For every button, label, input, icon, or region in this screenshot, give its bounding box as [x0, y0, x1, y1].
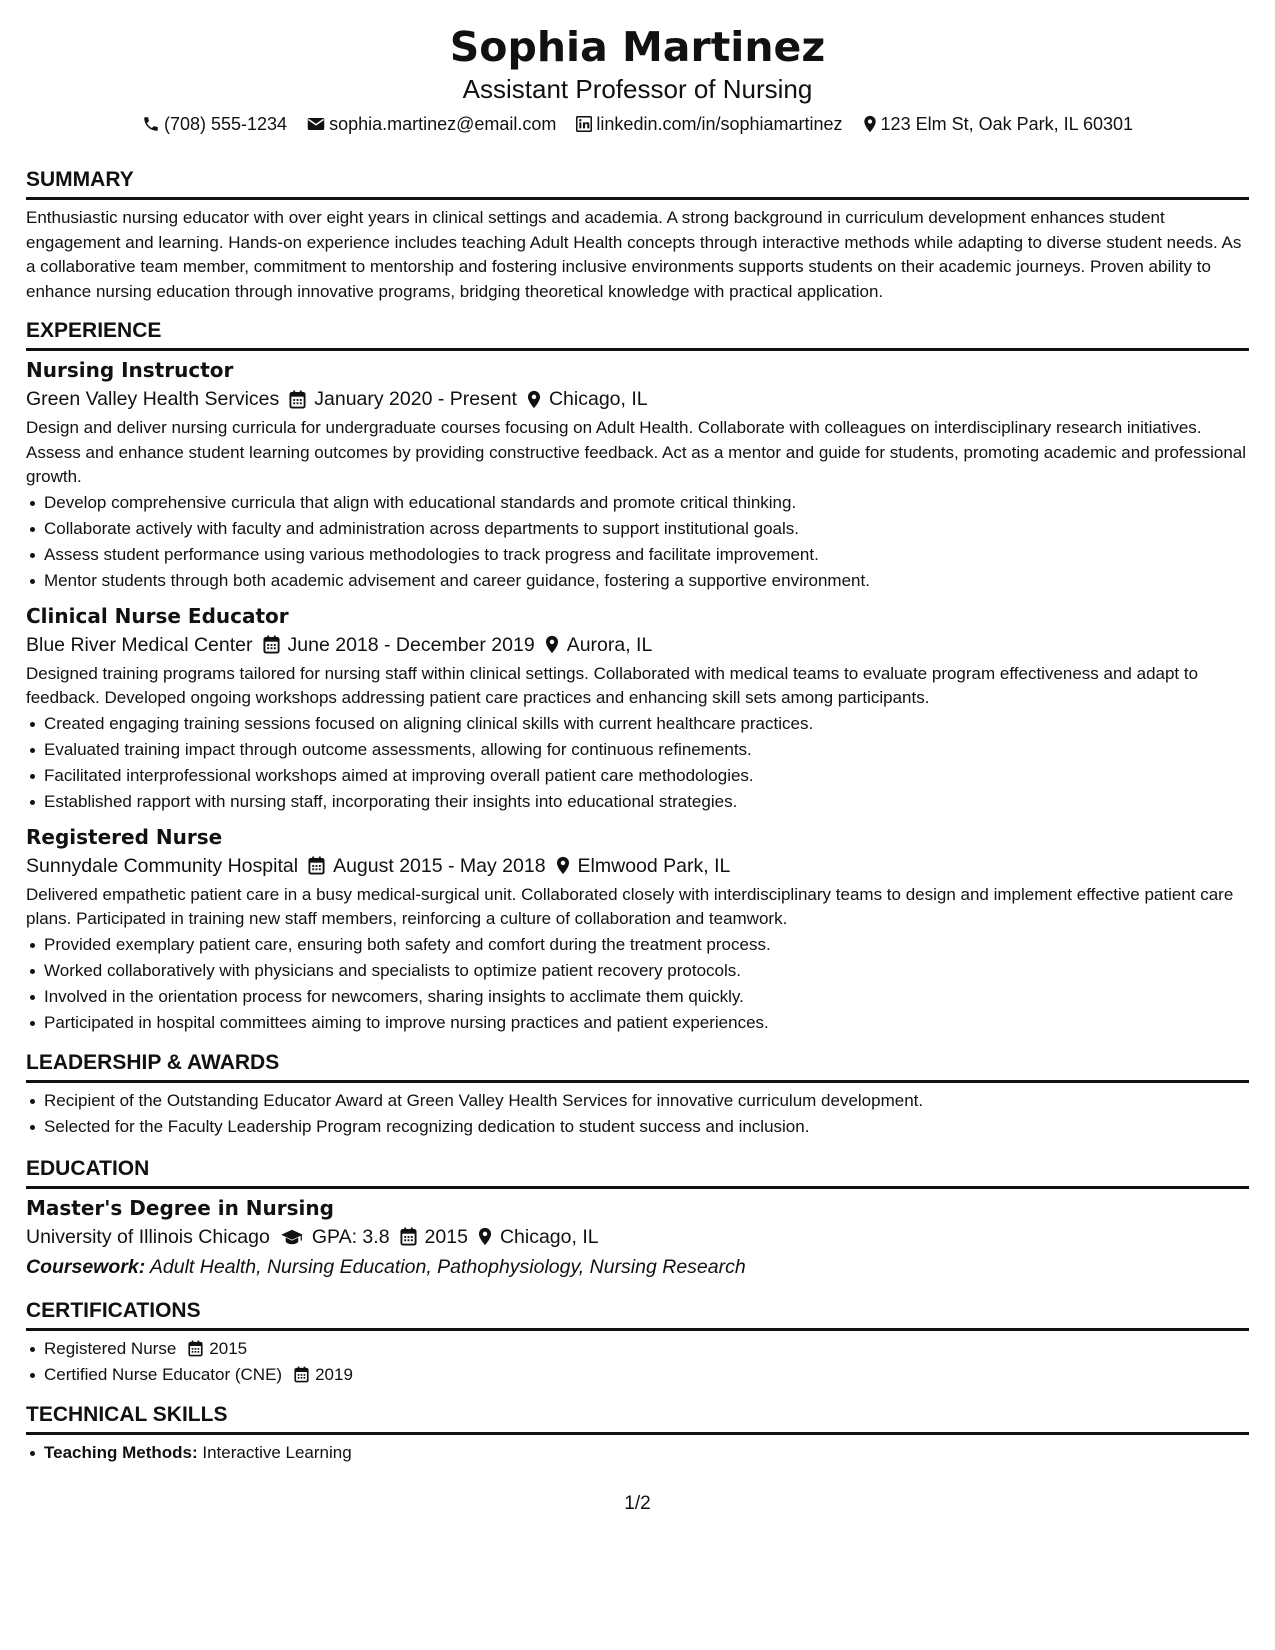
- skills-section: [26, 1402, 1249, 1466]
- job-bullet: Created engaging training sessions focused on aligning clinical skills with current healthcare practices.: [44, 711, 1249, 737]
- candidate-name: Sophia Martinez: [449, 23, 826, 71]
- contact-address: [863, 112, 1133, 136]
- section-heading-education: EDUCATION: [26, 1156, 1249, 1189]
- skill-item: [44, 1440, 1249, 1466]
- certification-name: Certified Nurse Educator (CNE): [44, 1364, 283, 1384]
- section-heading-leadership: LEADERSHIP & AWARDS: [26, 1050, 1249, 1083]
- job-entry: [26, 602, 1249, 815]
- education-location-text: Chicago, IL: [499, 1225, 599, 1248]
- skills-list: [26, 1440, 1249, 1466]
- email-text: sophia.martinez@email.com: [329, 114, 557, 134]
- job-company: Green Valley Health Services: [26, 388, 280, 410]
- contact-row: [26, 112, 1249, 136]
- education-meta: [26, 1222, 1249, 1252]
- map-pin-icon: [545, 635, 559, 654]
- job-entry: [26, 823, 1249, 1036]
- leadership-bullet: Recipient of the Outstanding Educator Award at Green Valley Health Services for innovative curriculum development.: [44, 1088, 1249, 1114]
- education-location: [478, 1222, 599, 1252]
- section-heading-experience: EXPERIENCE: [26, 318, 1249, 351]
- job-bullet: Established rapport with nursing staff, incorporating their insights into educational strategies.: [44, 789, 1249, 815]
- job-description: Designed training programs tailored for nursing staff within clinical settings. Collaborated with medical teams to evaluate program effectiveness and adapt to feedback. Developed ongoing workshops addressing patient care practices and enhancing skill sets among participants.: [26, 663, 1199, 707]
- calendar-icon: [294, 1366, 309, 1383]
- job-entry: [26, 356, 1249, 594]
- address-text: 123 Elm St, Oak Park, IL 60301: [880, 114, 1134, 134]
- certifications-section: [26, 1298, 1249, 1388]
- certification-year: 2019: [315, 1364, 353, 1384]
- job-company: Sunnydale Community Hospital: [26, 854, 299, 877]
- job-bullets: [26, 932, 1249, 1036]
- gpa-text: GPA: 3.8: [311, 1225, 390, 1248]
- contact-email[interactable]: [307, 112, 556, 136]
- leadership-bullets: [26, 1088, 1249, 1140]
- envelope-icon: [307, 116, 325, 132]
- summary-text: Enthusiastic nursing educator with over eight years in clinical settings and academia. A strong background in curriculum development enhances student engagement and learning. Hands-on experience includes teaching Adult Health concepts through interactive methods while adapting to diverse student needs. As a collaborative team member, commitment to mentorship and fostering inclusive environments supports students on their academic journeys. Proven ability to enhance nursing education through innovative programs, bridging theoretical knowledge with practical application.: [26, 208, 1242, 301]
- job-bullet: Evaluated training impact through outcome assessments, allowing for continuous refinements.: [44, 737, 1249, 763]
- coursework: [26, 1252, 1249, 1282]
- job-meta: [26, 851, 1249, 881]
- education-section: [26, 1156, 1249, 1282]
- leadership-bullet: Selected for the Faculty Leadership Program recognizing dedication to student success and inclusion.: [44, 1114, 1249, 1140]
- summary-section: [26, 167, 1249, 304]
- certification-item: [44, 1336, 1249, 1362]
- map-pin-icon: [527, 390, 541, 409]
- job-bullets: [26, 490, 1249, 594]
- calendar-icon: [188, 1340, 203, 1357]
- phone-icon: [142, 115, 160, 133]
- certification-name: Registered Nurse: [44, 1338, 177, 1358]
- job-title: Registered Nurse: [26, 824, 223, 849]
- page-number: 1/2: [624, 1493, 651, 1514]
- map-pin-icon: [556, 856, 570, 875]
- certification-list: [26, 1336, 1249, 1388]
- education-year-text: 2015: [424, 1225, 468, 1248]
- coursework-label: Coursework:: [26, 1255, 146, 1278]
- job-bullet: Collaborate actively with faculty and administration across departments to support institutional goals.: [44, 516, 1249, 542]
- phone-text: (708) 555-1234: [163, 114, 288, 134]
- contact-linkedin[interactable]: [576, 112, 842, 136]
- job-location-text: Aurora, IL: [566, 633, 653, 656]
- degree-title: Master's Degree in Nursing: [26, 1195, 334, 1220]
- contact-phone[interactable]: [142, 112, 287, 136]
- section-heading-summary: SUMMARY: [26, 167, 1249, 200]
- graduation-cap-icon: [280, 1228, 304, 1246]
- calendar-icon: [308, 856, 325, 875]
- education-gpa: [280, 1222, 390, 1252]
- job-dates-text: August 2015 - May 2018: [333, 854, 546, 877]
- section-heading-certifications: CERTIFICATIONS: [26, 1298, 1249, 1331]
- job-dates: [263, 630, 535, 660]
- resume-page: [26, 0, 1249, 1650]
- calendar-icon: [263, 635, 280, 654]
- skill-value: Interactive Learning: [202, 1442, 352, 1462]
- job-dates-text: January 2020 - Present: [314, 388, 517, 410]
- education-year: [400, 1222, 468, 1252]
- job-location: [527, 384, 648, 414]
- job-bullet: Develop comprehensive curricula that align with educational standards and promote critical thinking.: [44, 490, 1249, 516]
- job-location-text: Chicago, IL: [548, 388, 648, 410]
- certification-item: [44, 1362, 1249, 1388]
- job-location-text: Elmwood Park, IL: [577, 854, 731, 877]
- candidate-title: Assistant Professor of Nursing: [462, 74, 813, 104]
- job-location: [556, 851, 731, 881]
- job-meta: [26, 630, 1249, 660]
- job-description: Design and deliver nursing curricula for undergraduate courses focusing on Adult Health. Collaborate with colleagues on interdisciplinary research initiatives. Assess and enhance student learning outcomes by providing constructive feedback. Act as a mentor and guide for students, promoting academic and professional growth.: [26, 418, 1246, 486]
- job-dates: [308, 851, 545, 881]
- leadership-section: [26, 1050, 1249, 1140]
- coursework-list: Adult Health, Nursing Education, Pathophysiology, Nursing Research: [149, 1255, 746, 1278]
- calendar-icon: [289, 390, 306, 409]
- section-heading-skills: TECHNICAL SKILLS: [26, 1402, 1249, 1435]
- skill-label: Teaching Methods:: [44, 1442, 198, 1462]
- job-bullets: [26, 711, 1249, 815]
- calendar-icon: [400, 1227, 417, 1246]
- job-bullet: Mentor students through both academic advisement and career guidance, fostering a supportive environment.: [44, 568, 1249, 594]
- linkedin-icon: [576, 116, 592, 132]
- job-bullet: Provided exemplary patient care, ensuring both safety and comfort during the treatment process.: [44, 932, 1249, 958]
- school-name: University of Illinois Chicago: [26, 1225, 270, 1248]
- job-description: Delivered empathetic patient care in a busy medical-surgical unit. Collaborated closely with interdisciplinary teams to design and implement effective patient care plans. Participated in training new staff members, reinforcing a culture of collaboration and teamwork.: [26, 884, 1234, 928]
- job-bullet: Involved in the orientation process for newcomers, sharing insights to acclimate them quickly.: [44, 984, 1249, 1010]
- resume-header: [26, 0, 1249, 136]
- job-title: Nursing Instructor: [26, 358, 234, 382]
- job-meta: [26, 384, 1249, 414]
- job-bullet: Worked collaboratively with physicians and specialists to optimize patient recovery protocols.: [44, 958, 1249, 984]
- job-bullet: Facilitated interprofessional workshops aimed at improving overall patient care methodologies.: [44, 763, 1249, 789]
- job-bullet: Participated in hospital committees aiming to improve nursing practices and patient experiences.: [44, 1010, 1249, 1036]
- job-dates-text: June 2018 - December 2019: [287, 633, 535, 656]
- job-bullet: Assess student performance using various methodologies to track progress and facilitate improvement.: [44, 542, 1249, 568]
- job-dates: [289, 384, 517, 414]
- map-pin-icon: [863, 115, 877, 133]
- linkedin-text: linkedin.com/in/sophiamartinez: [596, 114, 843, 134]
- map-pin-icon: [478, 1227, 492, 1246]
- certification-year: 2015: [209, 1338, 248, 1358]
- job-company: Blue River Medical Center: [26, 633, 253, 656]
- job-title: Clinical Nurse Educator: [26, 603, 289, 628]
- job-location: [545, 630, 653, 660]
- experience-section: [26, 318, 1249, 1036]
